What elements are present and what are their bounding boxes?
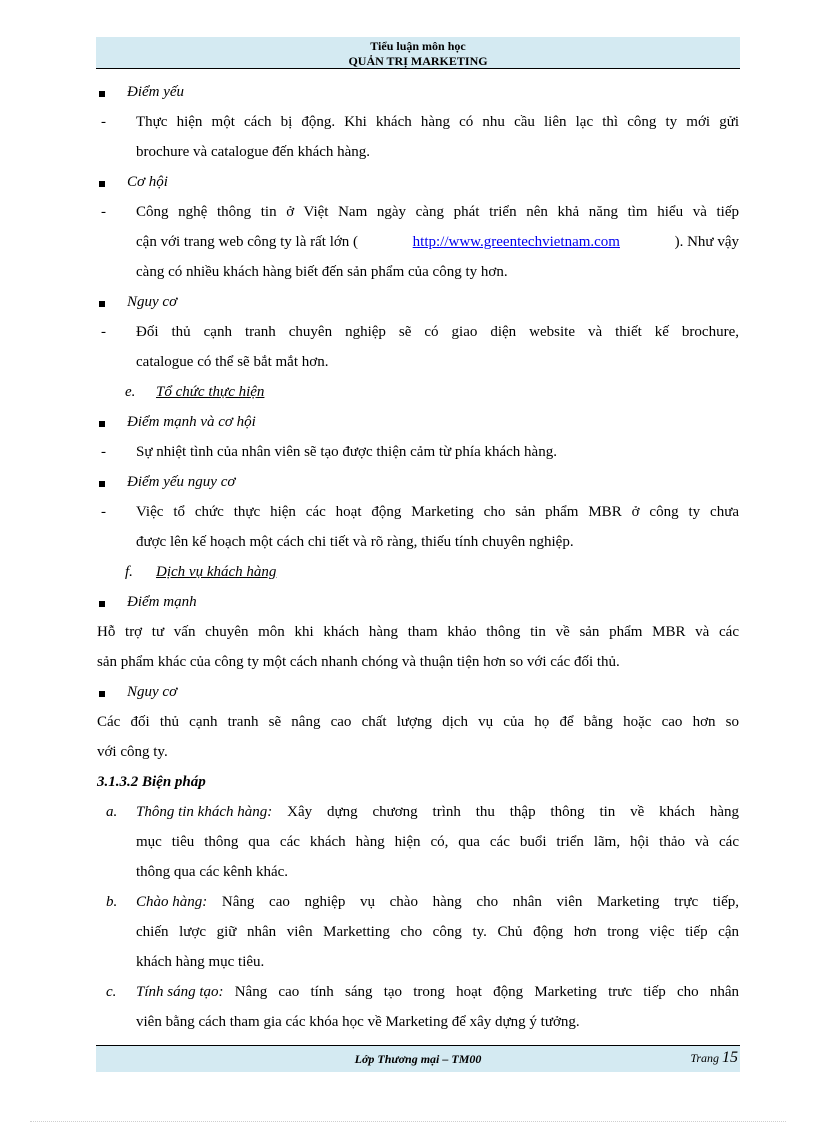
heading-threats: Nguy cơ [127,684,178,700]
dash-icon: - [101,324,106,340]
paragraph-line: thông qua các kênh khác. [136,864,289,880]
paragraph-line: sản phẩm khác của công ty một cách nhanh chóng và thuận tiện hơn so với các đối thủ. [97,654,620,670]
list-letter: c. [106,984,117,1000]
heading-strengths: Điểm mạnh [127,594,197,610]
bullet-icon [99,601,105,607]
paragraph-line: Công nghệ thông tin ở Việt Nam ngày càng phát triển nên khả năng tìm hiểu và tiếp [136,204,739,220]
paragraph-line: viên bằng cách tham gia các khóa học về Marketing để xây dựng ý tưởng. [136,1014,580,1030]
heading-opportunities: Cơ hội [127,174,168,190]
paragraph-line: mục tiêu thông qua các khách hàng hiện có, qua các buổi triển lãm, hội thảo và các [136,834,739,850]
heading-strengths-opportunities: Điểm mạnh và cơ hội [127,414,256,430]
section-heading: 3.1.3.2 Biện pháp [97,774,206,790]
bullet-icon [99,91,105,97]
bullet-icon [99,421,105,427]
page-number: 15 [722,1049,738,1066]
bullet-icon [99,691,105,697]
page-divider [30,1121,786,1122]
heading-threats: Nguy cơ [127,294,178,310]
paragraph-line: chiến lược giữ nhân viên Marketting cho công ty. Chủ động hơn trong việc tiếp cận [136,924,739,940]
paragraph-line [136,984,739,1001]
paragraph-line: với công ty. [97,744,168,760]
heading-weaknesses: Điểm yếu [127,84,185,100]
subsection-title: Dịch vụ khách hàng [156,564,277,580]
paragraph-line: Hỗ trợ tư vấn chuyên môn khi khách hàng tham khảo thông tin về sản phẩm MBR và các [97,624,739,640]
term: Chào hàng: [136,894,208,910]
subsection-title: Tổ chức thực hiện [156,384,265,400]
paragraph-line [136,894,739,911]
dash-icon: - [101,444,106,460]
paragraph-line: càng có nhiều khách hàng biết đến sản phẩm của công ty hơn. [136,264,508,280]
paragraph-line: brochure và catalogue đến khách hàng. [136,144,371,160]
heading-weaknesses-threats: Điểm yếu nguy cơ [127,474,236,490]
list-letter: e. [125,384,136,400]
bullet-icon [99,181,105,187]
paragraph-line: Việc tổ chức thực hiện các hoạt động Marketing cho sản phẩm MBR ở công ty chưa [136,504,739,520]
text-segment: cận với trang web công ty là rất lớn ( [136,234,359,250]
dash-icon: - [101,114,106,130]
paragraph-line: Đối thủ cạnh tranh chuyên nghiệp sẽ có giao diện website và thiết kế brochure, [136,324,739,340]
text-segment: Xây dựng chương trình thu thập thông tin về khách hàng [272,804,739,820]
dash-icon: - [101,504,106,520]
paragraph-line: khách hàng mục tiêu. [136,954,265,970]
header-title: Tiểu luận môn học [370,39,466,53]
text-segment: ). Như vậy [674,234,739,250]
page-footer [96,1045,740,1072]
term: Thông tin khách hàng: [136,804,273,820]
page-indicator [690,1049,738,1067]
dash-icon: - [101,204,106,220]
website-link[interactable]: http://www.greentechvietnam.com [412,234,620,250]
page-header [96,37,740,69]
paragraph-line: catalogue có thể sẽ bắt mắt hơn. [136,354,329,370]
paragraph-line: được lên kế hoạch một cách chi tiết và rõ ràng, thiếu tính chuyên nghiệp. [136,534,574,550]
paragraph-line: Các đối thủ cạnh tranh sẽ nâng cao chất lượng dịch vụ của họ để bằng hoặc cao hơn so [97,714,739,730]
text-segment: Nâng cao nghiệp vụ chào hàng cho nhân viên Marketing trực tiếp, [207,894,739,910]
paragraph-line: Sự nhiệt tình của nhân viên sẽ tạo được thiện cảm từ phía khách hàng. [136,444,557,460]
footer-class-name: Lớp Thương mại – TM00 [354,1052,482,1066]
list-letter: b. [106,894,118,910]
paragraph-line [136,234,739,251]
list-letter: f. [125,564,133,580]
paragraph-line [136,804,739,821]
bullet-icon [99,301,105,307]
text-segment: Nâng cao tính sáng tạo trong hoạt động Marketing trưc tiếp cho nhân [223,984,739,1000]
page-label: Trang [690,1051,722,1065]
header-subject: QUẢN TRỊ MARKETING [348,54,488,68]
list-letter: a. [106,804,118,820]
bullet-icon [99,481,105,487]
term: Tính sáng tạo: [136,984,224,1000]
paragraph-line: Thực hiện một cách bị động. Khi khách hàng có nhu cầu liên lạc thì công ty mới gửi [136,114,739,130]
